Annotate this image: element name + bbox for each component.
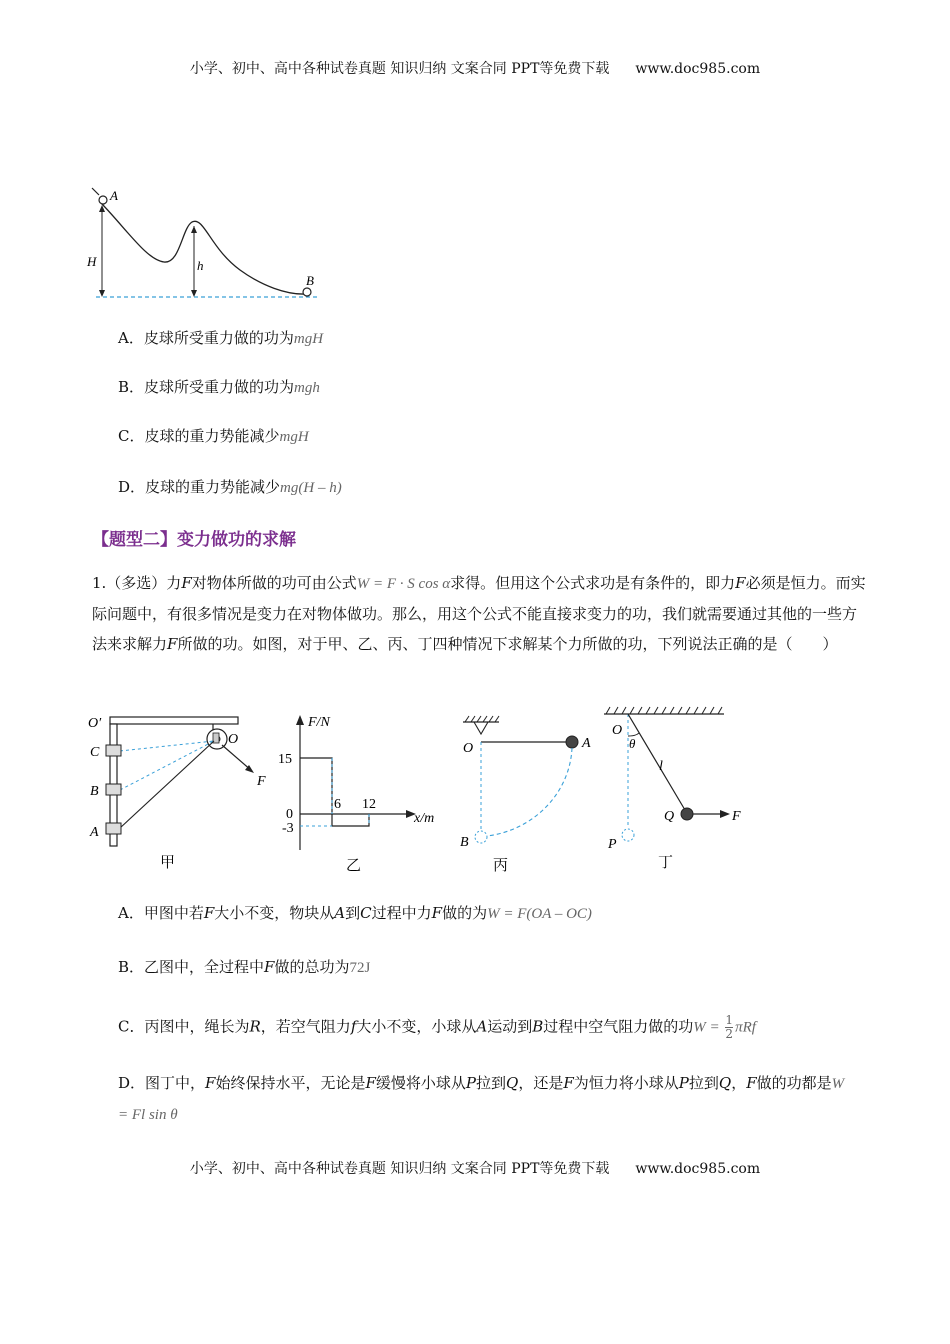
ball-A <box>566 736 578 748</box>
svg-text:B: B <box>90 784 99 799</box>
header-url[interactable]: www.doc985.com <box>635 61 761 77</box>
label-H: H <box>87 254 97 269</box>
svg-text:F: F <box>257 774 266 789</box>
page-footer <box>0 1158 950 1178</box>
svg-text:A: A <box>90 825 99 840</box>
svg-text:F/N: F/N <box>308 715 330 730</box>
track-curve <box>102 204 306 294</box>
block-B <box>106 784 121 795</box>
svg-text:甲: 甲 <box>160 853 176 871</box>
svg-text:l: l <box>659 759 663 774</box>
option1-A: A．皮球所受重力做的功为mgH <box>118 329 324 347</box>
label-h: h <box>197 258 204 273</box>
ball-at-A <box>99 196 107 204</box>
ball-Q <box>681 808 693 820</box>
svg-text:乙: 乙 <box>346 856 362 874</box>
figure-jia <box>86 705 276 875</box>
svg-text:12: 12 <box>362 797 376 812</box>
svg-text:C: C <box>90 745 100 760</box>
svg-text:x/m: x/m <box>414 811 435 826</box>
svg-text:15: 15 <box>278 752 292 767</box>
svg-text:6: 6 <box>334 797 341 812</box>
svg-text:B: B <box>460 835 469 850</box>
svg-text:丙: 丙 <box>493 856 509 874</box>
page-header <box>0 58 950 78</box>
svg-text:0: 0 <box>286 807 293 822</box>
option1-C: C．皮球的重力势能减少mgH <box>118 427 309 445</box>
figure-ding <box>600 700 760 875</box>
svg-text:-3: -3 <box>282 821 294 836</box>
label-A: A <box>110 188 118 203</box>
svg-text:A: A <box>582 736 591 751</box>
footer-url[interactable]: www.doc985.com <box>635 1161 761 1177</box>
option2-D: D．图丁中，F始终保持水平，无论是F缓慢将小球从P拉到Q，还是F为恒力将小球从P拉到Q，F做的功都是W = Fl sin θ <box>118 1074 845 1123</box>
figure-bing <box>455 712 605 877</box>
svg-text:P: P <box>608 837 617 852</box>
svg-text:O: O <box>228 732 239 747</box>
footer-text: 小学、初中、高中各种试卷真题 知识归纳 文案合同 PPT等免费下载 <box>189 1161 610 1177</box>
header-text: 小学、初中、高中各种试卷真题 知识归纳 文案合同 PPT等免费下载 <box>189 61 610 77</box>
block-A <box>106 823 121 834</box>
figure-yi <box>278 710 458 878</box>
option2-A: A．甲图中若F大小不变，物块从A到C过程中力F做的为W = F(OA – OC) <box>118 904 592 922</box>
option2-B: B．乙图中，全过程中F做的总功为72J <box>118 958 371 976</box>
svg-text:Q: Q <box>664 809 675 824</box>
question-1: 1.（多选）力F对物体所做的功可由公式W = F · S cos α求得。但用这个公式求功是有条件的，即力F必须是恒力。而实际问题中，有很多情况是变力在对物体做功。那么，用这个公式不能直接求变力的功，我们就需要通过其他的一些方法来求解力F所做的功。如图，对于甲、乙、丙、丁四种情况下求解某个力所做的功，下列说法正确的是（ ） <box>92 574 866 653</box>
force-curve <box>300 758 369 826</box>
svg-text:丁: 丁 <box>658 853 674 871</box>
option2-C: C．丙图中，绳长为R，若空气阻力f大小不变，小球从A运动到B过程中空气阻力做的功W = $\frac{1}{2}$ πRf <box>118 1013 756 1041</box>
svg-text:O: O <box>612 723 623 738</box>
svg-text:O′: O′ <box>88 716 102 731</box>
block-C <box>106 745 121 756</box>
svg-text:O: O <box>463 741 474 756</box>
label-B: B <box>306 273 314 288</box>
ball-at-B <box>303 288 311 296</box>
track-figure <box>82 180 332 305</box>
option1-B: B．皮球所受重力做的功为mgh <box>118 378 320 396</box>
svg-text:θ: θ <box>629 736 636 751</box>
svg-text:F: F <box>732 809 741 824</box>
option1-D: D．皮球的重力势能减少mg(H – h) <box>118 478 342 496</box>
section-title: 【题型二】变力做功的求解 <box>92 530 296 550</box>
